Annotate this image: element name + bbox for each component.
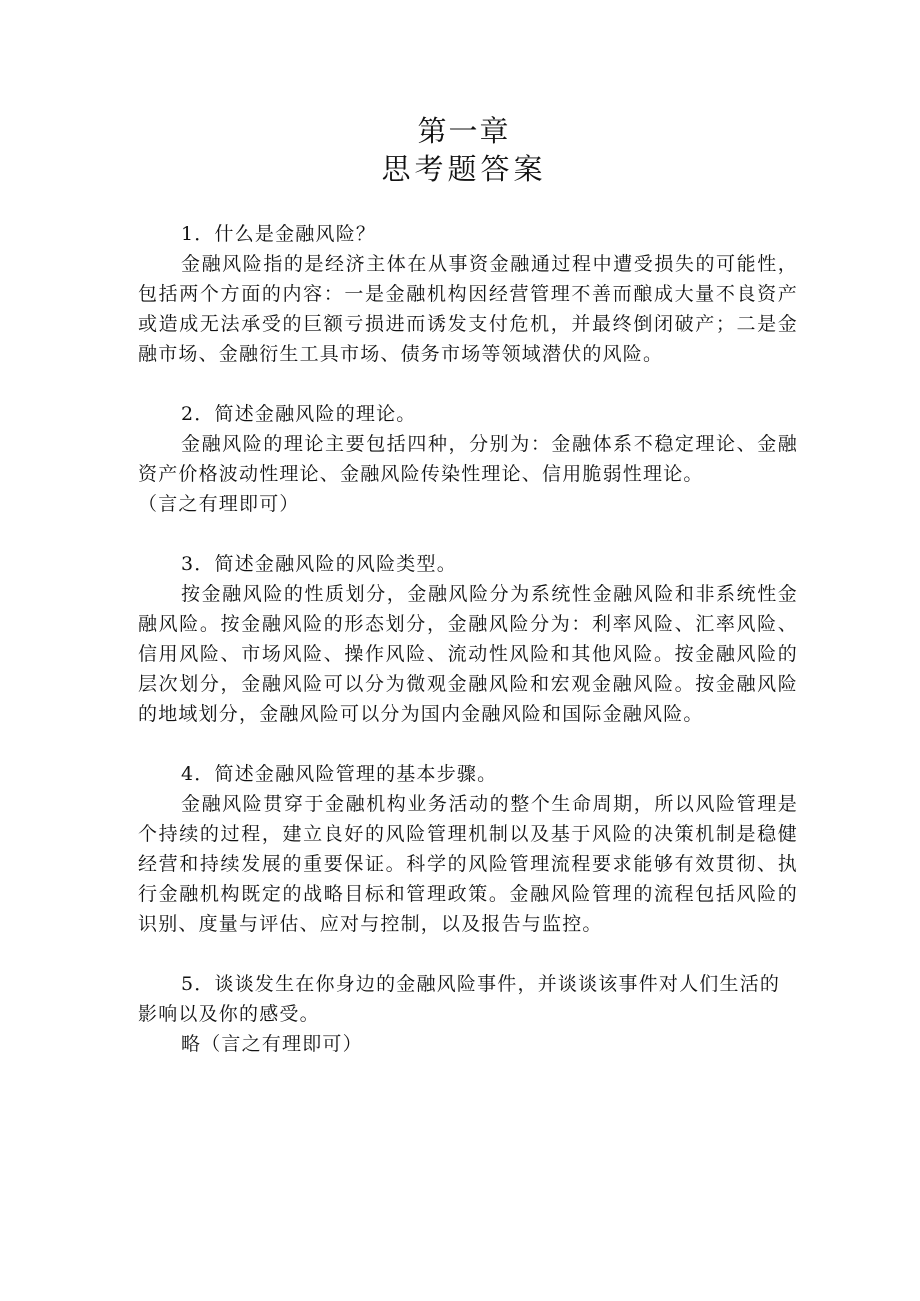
question-5: 5．谈谈发生在你身边的金融风险事件，并谈谈该事件对人们生活的影响以及你的感受。 xyxy=(138,973,781,1025)
question-4: 4．简述金融风险管理的基本步骤。 xyxy=(181,763,498,785)
page-title: 思考题答案 xyxy=(381,152,547,186)
answer-5: 略（言之有理即可） xyxy=(181,1033,363,1055)
question-2: 2．简述金融风险的理论。 xyxy=(181,403,417,425)
answer-1: 金融风险指的是经济主体在从事资金融通过程中遭受损失的可能性，包括两个方面的内容：一是金融机构因经营管理不善而酿成大量不良资产或造成无法承受的巨额亏损进而诱发支付危机，并最终倒闭破产；二是金融市场、金融衍生工具市场、债务市场等领域潜伏的风险。 xyxy=(138,253,798,365)
qa-content xyxy=(138,219,798,1089)
answer-3: 按金融风险的性质划分，金融风险分为系统性金融风险和非系统性金融风险。按金融风险的形态划分，金融风险分为：利率风险、汇率风险、信用风险、市场风险、操作风险、流动性风险和其他风险。按金融风险的层次划分，金融风险可以分为微观金融风险和宏观金融风险。按金融风险的地域划分，金融风险可以分为国内金融风险和国际金融风险。 xyxy=(138,583,798,725)
answer-4: 金融风险贯穿于金融机构业务活动的整个生命周期，所以风险管理是个持续的过程，建立良好的风险管理机制以及基于风险的决策机制是稳健经营和持续发展的重要保证。科学的风险管理流程要求能够有效贯彻、执行金融机构既定的战略目标和管理政策。金融风险管理的流程包括风险的识别、度量与评估、应对与控制，以及报告与监控。 xyxy=(138,793,798,935)
title-block xyxy=(0,112,920,188)
qa-item-5 xyxy=(138,969,798,1059)
chapter-heading: 第一章 xyxy=(417,114,511,148)
answer-2-text: 金融风险的理论主要包括四种，分别为：金融体系不稳定理论、金融资产价格波动性理论、金融风险传染性理论、信用脆弱性理论。 xyxy=(138,433,798,485)
qa-item-3 xyxy=(138,549,798,729)
question-3: 3．简述金融风险的风险类型。 xyxy=(181,553,457,575)
qa-item-4 xyxy=(138,759,798,939)
answer-2-note: （言之有理即可） xyxy=(138,493,300,515)
qa-item-1 xyxy=(138,219,798,369)
answer-2 xyxy=(138,429,798,519)
question-1: 1．什么是金融风险？ xyxy=(181,223,377,245)
qa-item-2 xyxy=(138,399,798,519)
